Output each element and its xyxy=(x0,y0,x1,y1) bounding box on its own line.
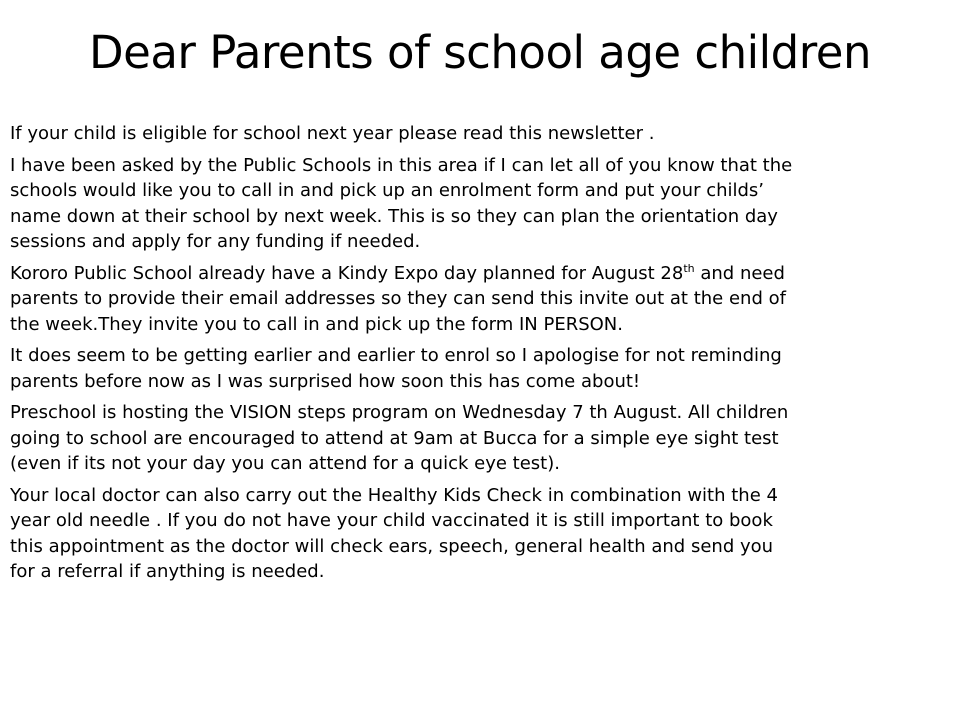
paragraph-vision-program: Preschool is hosting the VISION steps program on Wednesday 7 th August. All children going to school are encouraged to attend at 9am at Bucca for a simple eye sight test (even if its not your day you can attend for a quick eye test). xyxy=(10,402,789,474)
paragraph-kindy-expo xyxy=(10,261,956,338)
kindy-expo-text-end: and need parents to provide their email addresses so they can send this invite out at the end of the week.They invite you to call in and pick up the form IN PERSON. xyxy=(10,262,786,335)
paragraph-enrolment-request: I have been asked by the Public Schools in this area if I can let all of you know that the schools would like you to call in and pick up an enrolment form and put your childs’ name down at their school by next week. This is so they can plan the orientation day sessions and apply for any funding if needed. xyxy=(10,154,793,252)
slide-body xyxy=(10,121,956,591)
paragraph-apology: It does seem to be getting earlier and earlier to enrol so I apologise for not reminding parents before now as I was surprised how soon this has come about! xyxy=(10,345,782,392)
slide-title: Dear Parents of school age children xyxy=(89,26,871,79)
paragraph-eligibility: If your child is eligible for school next year please read this newsletter . xyxy=(10,123,655,144)
ordinal-suffix: th xyxy=(683,261,695,275)
kindy-expo-text-start: Kororo Public School already have a Kindy Expo day planned for August 28 xyxy=(10,262,684,284)
paragraph-healthy-kids-check: Your local doctor can also carry out the Healthy Kids Check in combination with the 4 year old needle . If you do not have your child vaccinated it is still important to book this appointment as the doctor will check ears, speech, general health and send you for a referral if anything is needed. xyxy=(10,484,778,582)
